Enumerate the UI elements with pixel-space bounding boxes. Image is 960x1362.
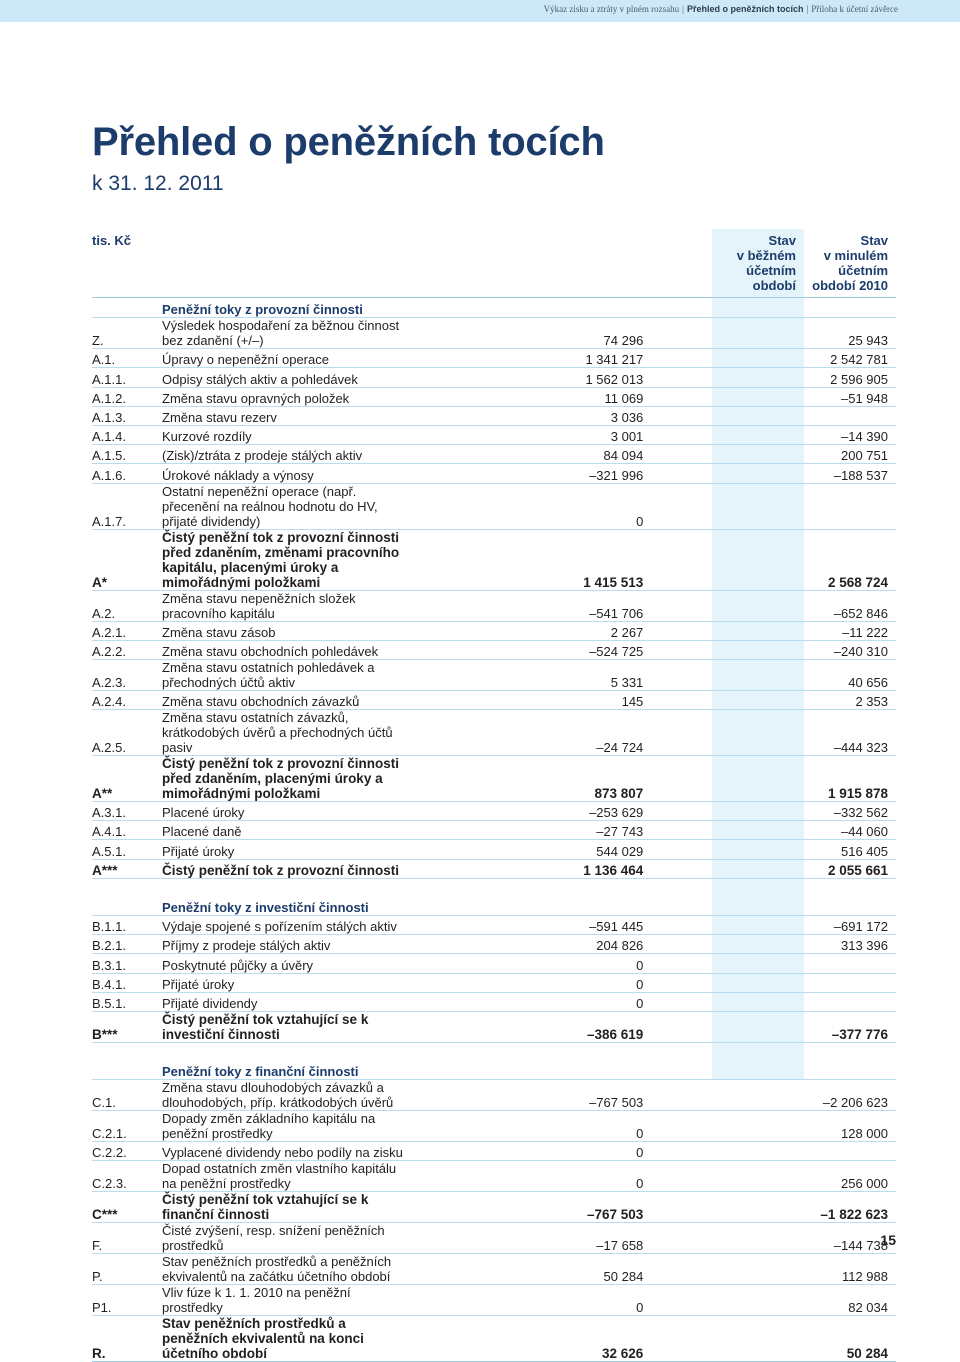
column-header-previous: Stav v minulém účetním období 2010 [812,233,888,293]
row-code: B.2.1. [92,938,126,954]
table-row [92,349,896,368]
row-value-current: 84 094 [603,448,644,464]
row-description: Změna stavu nepeněžních složek pracovního kapitálu [162,590,356,621]
row-description: Změna stavu dlouhodobých závazků a dlouhodobých, příp. krátkodobých úvěrů [162,1080,394,1111]
row-value-previous: 1 915 878 [827,786,888,802]
row-code [92,897,162,916]
column-header-current: Stav v běžném účetním období [736,233,796,293]
row-value-current: 0 [636,1126,644,1142]
section-spacer [92,1042,896,1061]
row-code: A.2. [92,605,116,621]
row-description: Výsledek hospodaření za běžnou činnost bez zdanění (+/–) [162,318,400,349]
row-value-previous: 2 353 [855,694,888,710]
section-spacer [92,878,896,897]
row-description: Placené úroky [162,805,245,821]
row-description: Ostatní nepeněžní operace (např. přecenění na reálnou hodnotu do HV, přijaté dividendy) [162,483,378,529]
row-value-previous: 256 000 [841,1176,888,1192]
row-value-previous: 82 034 [848,1300,888,1316]
row-value-previous: –51 948 [841,390,888,406]
table-row [92,483,896,529]
table-row [92,1161,896,1192]
row-description: Čistý peněžní tok z provozní činnosti před zdaněním, změnami pracovního kapitálu, placenými úroky a mimořádnými položkami [162,529,400,590]
row-code: A.2.5. [92,740,126,756]
row-value-current: –524 725 [589,643,644,659]
row-code: B.4.1. [92,976,126,992]
table-row [92,445,896,464]
row-value-previous: 40 656 [848,674,888,690]
row-value-previous: 2 055 661 [827,862,888,878]
row-value-previous: 2 542 781 [830,352,888,368]
row-code: B.3.1. [92,957,126,973]
row-code: Z. [92,333,104,349]
row-description: Čisté zvýšení, resp. snížení peněžních prostředků [162,1223,385,1254]
row-value-current: 0 [636,1300,644,1316]
row-description: Peněžní toky z provozní činnosti [162,302,363,318]
row-code: P1. [92,1300,112,1316]
row-value-previous: –240 310 [833,643,888,659]
row-description: Odpisy stálých aktiv a pohledávek [162,371,358,387]
row-description: Změna stavu ostatních závazků, krátkodobých úvěrů a přechodných účtů pasiv [162,710,393,756]
row-value-current: –767 503 [589,1095,644,1111]
breadcrumb [544,4,898,14]
table-row [92,1254,896,1285]
row-value-current: 544 029 [596,843,644,859]
row-description: (Zisk)/ztráta z prodeje stálých aktiv [162,448,363,464]
row-code: A*** [92,862,118,878]
row-value-current: –541 706 [589,605,644,621]
table-row [92,590,896,621]
cash-flow-table [92,299,896,1362]
row-value-previous: 313 396 [841,938,888,954]
row-value-current: –24 724 [596,740,644,756]
table-row [92,1285,896,1316]
row-code: A.2.1. [92,624,126,640]
row-description: Vliv fúze k 1. 1. 2010 na peněžní prostředky [162,1285,351,1316]
row-description: Změna stavu ostatních pohledávek a přechodných účtů aktiv [162,659,375,690]
breadcrumb-item-income-statement[interactable]: Výkaz zisku a ztráty v plném rozsahu [543,4,680,14]
row-value-previous: –377 776 [831,1026,888,1042]
row-value-current: 11 069 [604,390,644,406]
row-value-previous: 2 568 724 [827,574,888,590]
table-row [92,406,896,425]
row-value-previous: –652 846 [833,605,888,621]
row-value-current: –17 658 [596,1238,644,1254]
row-code: A.3.1. [92,805,126,821]
row-description: Čistý peněžní tok z provozní činnosti před zdaněním, placenými úroky a mimořádnými položkami [162,756,400,802]
row-value-current: 873 807 [594,786,644,802]
row-value-current: 2 267 [610,624,644,640]
table-row [92,690,896,709]
row-value-previous: –691 172 [833,919,888,935]
table-row [92,859,896,878]
row-description: Čistý peněžní tok vztahující se k finanční činnosti [162,1192,369,1223]
row-code: A.4.1. [92,824,126,840]
row-code: B*** [92,1026,118,1042]
row-value-current: 32 626 [602,1346,644,1362]
row-value-previous: 25 943 [848,333,888,349]
row-value-current: –386 619 [586,1026,644,1042]
row-code: A* [92,574,108,590]
row-value-previous: –188 537 [833,467,888,483]
row-value-current: 145 [621,694,644,710]
row-value-current: 1 136 464 [583,862,644,878]
table-row [92,621,896,640]
row-code: A.1.2. [92,390,126,406]
table-row [92,529,896,590]
breadcrumb-item-notes[interactable]: Příloha k účetní závěrce [811,4,898,14]
row-code: C.2.2. [92,1145,127,1161]
row-code: B.5.1. [92,995,126,1011]
table-row [92,1080,896,1111]
row-description: Dopady změn základního kapitálu na peněžní prostředky [162,1111,376,1142]
row-description: Změna stavu rezerv [162,409,277,425]
row-code: F. [92,1238,103,1254]
table-row [92,916,896,935]
row-description: Stav peněžních prostředků a peněžních ekvivalentů na konci účetního období [162,1316,364,1362]
row-value-previous: –444 323 [833,740,888,756]
section-heading-row [92,299,896,318]
table-row [92,756,896,802]
row-value-previous: –2 206 623 [822,1095,888,1111]
breadcrumb-separator: | [806,4,809,14]
row-description: Dopad ostatních změn vlastního kapitálu na peněžní prostředky [162,1161,397,1192]
row-code: A.2.3. [92,674,126,690]
table-row [92,840,896,859]
row-description: Úrokové náklady a výnosy [162,467,314,483]
row-value-current: 0 [636,1176,644,1192]
table-row [92,954,896,973]
row-value-current: 1 341 217 [585,352,644,368]
row-value-current: 3 001 [610,429,644,445]
table-row [92,1316,896,1362]
page-subtitle: k 31. 12. 2011 [92,172,224,195]
row-description: Změna stavu obchodních závazků [162,694,360,710]
table-row [92,464,896,483]
row-code: A.2.2. [92,643,126,659]
row-code: A.1.6. [92,467,126,483]
row-description: Kurzové rozdíly [162,429,252,445]
row-value-previous: –332 562 [833,805,888,821]
row-value-current: 1 415 513 [583,574,644,590]
table-row [92,992,896,1011]
row-value-current: 5 331 [610,674,644,690]
table-row [92,802,896,821]
row-value-current: –591 445 [589,919,644,935]
row-code [92,1061,162,1080]
section-heading-row [92,1061,896,1080]
row-description: Přijaté úroky [162,843,235,859]
row-description: Čistý peněžní tok vztahující se k investiční činnosti [162,1011,369,1042]
row-description: Peněžní toky z investiční činnosti [162,900,369,915]
row-value-previous [651,406,896,425]
row-value-current: 3 036 [610,409,644,425]
row-value-current: 1 562 013 [585,371,644,387]
table-row [92,1192,896,1223]
row-code: R. [92,1346,106,1362]
row-value-current: –321 996 [589,467,644,483]
table-row [92,1111,896,1142]
table-row [92,368,896,387]
header-divider [92,297,896,298]
row-description: Příjmy z prodeje stálých aktiv [162,938,331,954]
row-value-previous: 112 988 [841,1269,888,1285]
row-value-previous: 2 596 905 [830,371,888,387]
table-row [92,1142,896,1161]
row-value-current: –27 743 [596,824,644,840]
row-description: Přijaté úroky [162,976,235,992]
row-code: C.2.3. [92,1176,127,1192]
row-code: A.1. [92,352,116,368]
table-row [92,935,896,954]
row-description: Poskytnuté půjčky a úvěry [162,957,314,973]
row-description: Přijaté dividendy [162,995,258,1011]
row-description: Výdaje spojené s pořízením stálých aktiv [162,919,397,935]
breadcrumb-separator: | [682,4,684,14]
row-value-current: 74 296 [603,333,644,349]
row-code: P. [92,1269,103,1285]
row-description: Stav peněžních prostředků a peněžních ekvivalentů na začátku účetního období [162,1254,392,1285]
table-row [92,710,896,756]
row-code: C.2.1. [92,1126,127,1142]
row-value-previous: 200 751 [841,448,888,464]
unit-label: tis. Kč [92,233,132,248]
row-code: C*** [92,1207,118,1223]
row-code: A.1.4. [92,429,126,445]
breadcrumb-item-cash-flow[interactable]: Přehled o peněžních tocích [686,4,804,14]
table-row [92,659,896,690]
row-description: Vyplacené dividendy nebo podíly na zisku [162,1145,403,1161]
row-code: A.5.1. [92,843,126,859]
row-description: Změna stavu zásob [162,624,276,640]
page-number: 15 [880,1232,896,1248]
row-value-previous: –1 822 623 [820,1207,888,1223]
table-row [92,318,896,349]
table-row [92,387,896,406]
row-value-previous: –11 222 [841,624,888,640]
table-row [92,973,896,992]
row-value-current: –253 629 [589,805,644,821]
row-value-previous [651,483,896,529]
row-value-previous: –14 390 [841,429,888,445]
row-value-current: 204 826 [596,938,644,954]
table-row [92,425,896,444]
row-code: A.2.4. [92,694,126,710]
row-code: A.1.3. [92,409,126,425]
row-description: Placené daně [162,824,242,840]
row-value-previous [651,973,896,992]
row-value-current: 0 [636,513,644,529]
table-row [92,821,896,840]
row-code: A.1.7. [92,513,126,529]
row-description: Změna stavu obchodních pohledávek [162,643,379,659]
row-description: Peněžní toky z finanční činnosti [162,1064,359,1080]
table-row [92,1223,896,1254]
row-value-current: 0 [636,995,644,1011]
row-value-previous: 50 284 [846,1346,888,1362]
row-value-current: 50 284 [603,1269,644,1285]
row-value-previous: –44 060 [841,824,888,840]
row-value-current: 0 [636,976,644,992]
row-value-current: 0 [636,1145,644,1161]
page-title: Přehled o peněžních tocích [92,120,605,164]
row-code: B.1.1. [92,919,126,935]
row-value-previous: 128 000 [841,1126,888,1142]
table-row [92,1011,896,1042]
row-value-previous [651,1142,896,1161]
row-code: A** [92,786,113,802]
row-description: Změna stavu opravných položek [162,390,350,406]
table-row [92,640,896,659]
row-code: A.1.5. [92,448,126,464]
row-code [92,299,162,318]
section-heading-row [92,897,896,916]
row-code: C.1. [92,1095,116,1111]
row-value-previous: –144 738 [833,1238,888,1254]
row-value-current: 0 [636,957,644,973]
row-value-current: –767 503 [586,1207,644,1223]
row-value-previous [651,954,896,973]
row-value-previous [651,992,896,1011]
row-code: A.1.1. [92,371,126,387]
row-value-previous: 516 405 [841,843,888,859]
row-description: Úpravy o nepeněžní operace [162,352,329,368]
row-description: Čistý peněžní tok z provozní činnosti [162,862,400,878]
